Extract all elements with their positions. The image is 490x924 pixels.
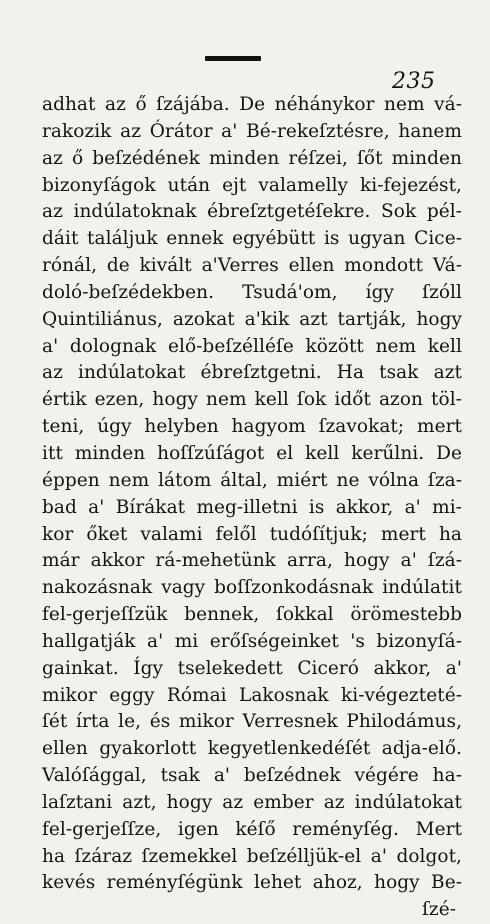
- text-line: ellen gyakorlott kegyetlenkedéſét adja-elő.: [42, 738, 462, 760]
- text-line: adhat az ő ſzájába. De néhánykor nem vá-: [42, 94, 462, 115]
- text-line: fel-gerjeſſzük bennek, ſokkal örömestebb: [42, 604, 462, 626]
- text-line: bizonyſágok után ejt valamelly ki-fejezést,: [42, 174, 462, 196]
- text-line: Valóſággal, tsak a' beſzédnek végére ha-: [42, 765, 462, 787]
- text-line: ſét írta le, és mikor Verresnek Philodámus,: [42, 711, 462, 733]
- text-line: fel-gerjeſſze, igen kéſő reményſég. Mert: [42, 818, 462, 840]
- text-line: már akkor rá-mehetünk arra, hogy a' ſzá-: [42, 550, 462, 572]
- text-line: bad a' Bírákat meg-illetni is akkor, a' mi-: [42, 496, 462, 518]
- text-line: Quintiliánus, azokat a'kik azt tartják, hogy: [42, 308, 462, 330]
- text-line: ha ſzáraz ſzemekkel beſzélljük-el a' dolgot,: [42, 845, 462, 867]
- text-line: teni, úgy helyben hagyom ſzavokat; mert: [42, 416, 462, 438]
- text-line: éppen nem látom által, miért ne vólna ſza-: [42, 469, 462, 491]
- text-line: doló-beſzédekben. Tsudá'om, így ſzóll: [42, 281, 462, 303]
- text-line: rakozik az Órátor a' Bé-rekeſztésre, hanem: [42, 120, 462, 142]
- text-line: az ő beſzédének minden réſzei, ſőt minden: [42, 147, 462, 169]
- header-rule: [205, 56, 261, 61]
- text-line: itt minden hoſſzúſágot el kell kerűlni. De: [42, 442, 462, 464]
- text-line: kevés reményſégünk lehet ahoz, hogy Be-: [42, 872, 462, 894]
- text-line: laſztani azt, hogy az ember az indúlatokat: [42, 791, 462, 813]
- catchword: ſzé-: [422, 899, 456, 921]
- text-line: értik ezen, hogy nem kell ſok időt azon töl-: [42, 389, 462, 411]
- text-line: a' dolognak elő-beſzélléſe között nem kell: [42, 335, 462, 357]
- text-line: hallgatják a' mi erőſségeinket 's bizonyſá-: [42, 630, 462, 652]
- text-line: az indúlatokat ébreſztgetni. Ha tsak azt: [42, 362, 462, 384]
- text-line: rónál, de kivált a'Verres ellen mondott Vá-: [42, 255, 462, 277]
- text-line: mikor eggy Római Lakosnak ki-végezteté-: [42, 684, 462, 706]
- page-number: 235: [392, 69, 436, 94]
- text-line: gainkat. Így tselekedett Ciceró akkor, a': [42, 657, 462, 679]
- text-line: dáit találjuk ennek egyébütt is ugyan Cice-: [42, 228, 462, 250]
- body-text: [42, 92, 462, 924]
- text-line: az indúlatoknak ébreſztgetéſekre. Sok pél-: [42, 201, 462, 223]
- text-line: kor őket valami felől tudóſítjuk; mert ha: [42, 523, 462, 545]
- text-line: nakozásnak vagy boſſzonkodásnak indúlatit: [42, 577, 462, 599]
